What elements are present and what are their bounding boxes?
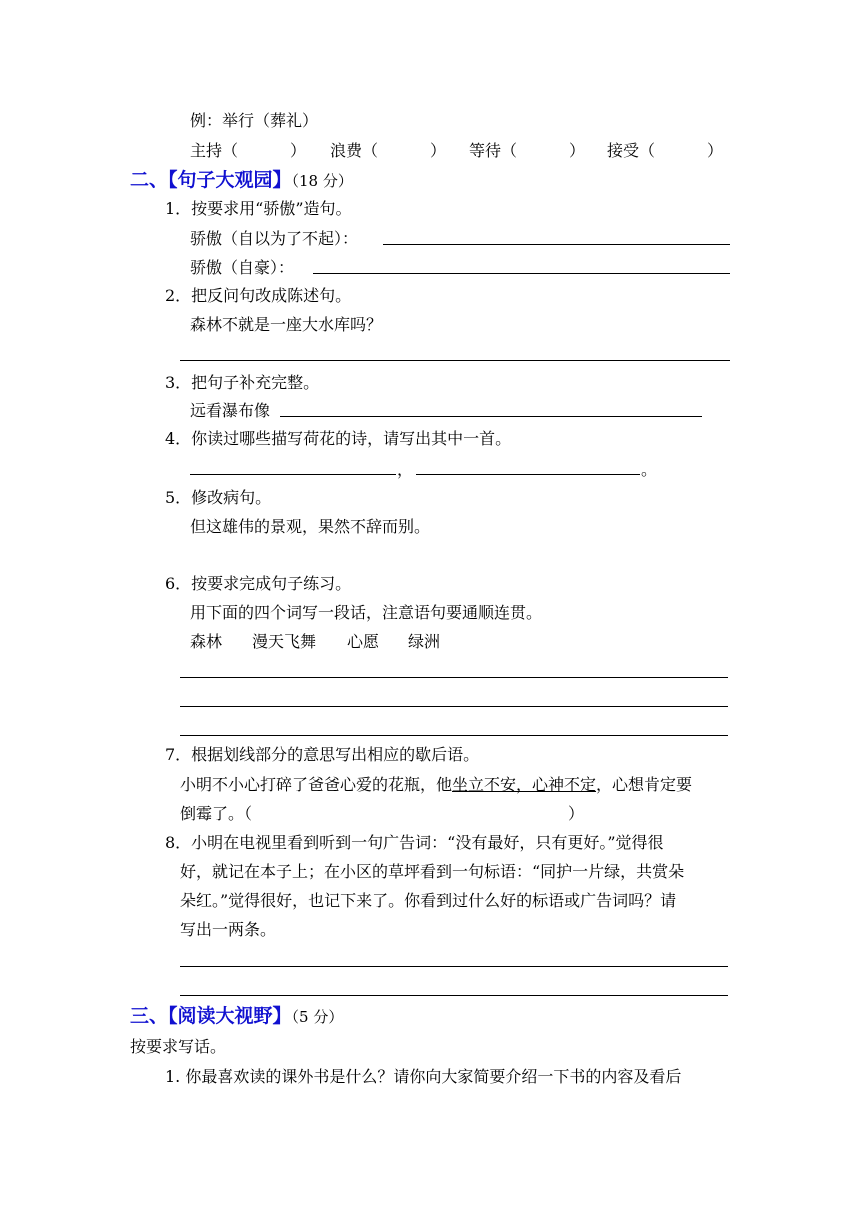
q2-answer-line[interactable]: [180, 360, 730, 361]
q1-prompt-a: 骄傲（自以为了不起）：: [190, 229, 359, 248]
section-2-points: （18 分）: [291, 172, 353, 190]
q6-word-1: 森林: [190, 632, 223, 651]
q7-underlined-phrase: 坐立不安，心神不定: [452, 775, 597, 794]
section-3-title: 三、【阅读大视野】: [130, 1005, 292, 1027]
example-text: 例：举行（葬礼）: [190, 111, 319, 130]
q7-line-1: 小明不小心打碎了爸爸心爱的花瓶，他坐立不安，心神不定，心想肯定要: [180, 775, 693, 794]
section-2-heading: [130, 168, 353, 193]
q7-label: 7．根据划线部分的意思写出相应的歇后语。: [165, 745, 480, 764]
q3-label: 3．把句子补充完整。: [165, 373, 320, 392]
q8-line-2: 好，就记在本子上；在小区的草坪看到一句标语：“同护一片绿，共赏朵: [180, 862, 685, 881]
q4-answer-line-1[interactable]: [190, 474, 396, 475]
fill-item-2: 浪费（ ）: [330, 141, 447, 160]
section-3-points: （5 分）: [291, 1008, 344, 1026]
q5-sentence: 但这雄伟的景观，果然不辞而别。: [190, 517, 431, 536]
q6-answer-line-2[interactable]: [180, 706, 728, 707]
q6-word-2: 漫天飞舞: [252, 632, 317, 651]
q1-label: 1．按要求用“骄傲”造句。: [165, 199, 352, 218]
q6-word-4: 绿洲: [408, 632, 441, 651]
q8-line-4: 写出一两条。: [180, 920, 277, 939]
q8-line-3: 朵红。”觉得很好，也记下来了。你看到过什么好的标语或广告词吗？请: [180, 891, 677, 910]
q1-answer-line-a[interactable]: [383, 244, 730, 245]
fill-item-4: 接受（ ）: [607, 141, 724, 160]
section-3-intro: 按要求写话。: [130, 1037, 227, 1056]
q8-answer-line-1[interactable]: [180, 966, 728, 967]
section-3-q1: 1. 你最喜欢读的课外书是什么？请你向大家简要介绍一下书的内容及看后: [165, 1067, 682, 1086]
q3-prompt: 远看瀑布像: [190, 401, 271, 420]
q1-prompt-b: 骄傲（自豪）：: [190, 258, 295, 277]
q6-answer-line-1[interactable]: [180, 677, 728, 678]
q6-answer-line-3[interactable]: [180, 735, 728, 736]
q2-label: 2．把反问句改成陈述句。: [165, 286, 352, 305]
section-2-title: 二、【句子大观园】: [130, 169, 292, 191]
q6-word-3: 心愿: [347, 632, 380, 651]
fill-item-1: 主持（ ）: [190, 141, 307, 160]
q4-comma: ，: [397, 460, 414, 479]
q1-answer-line-b[interactable]: [313, 273, 730, 274]
section-3-heading: [130, 1004, 343, 1029]
q2-sentence: 森林不就是一座大水库吗？: [190, 315, 383, 334]
q4-period: 。: [641, 460, 658, 479]
q4-answer-line-2[interactable]: [416, 474, 640, 475]
fill-item-3: 等待（ ）: [469, 141, 586, 160]
q7-line-2: 倒霉了。（ ）: [180, 804, 585, 823]
q6-label: 6．按要求完成句子练习。: [165, 574, 352, 593]
q3-answer-line[interactable]: [280, 416, 702, 417]
q4-label: 4．你读过哪些描写荷花的诗，请写出其中一首。: [165, 429, 512, 448]
q8-answer-line-2[interactable]: [180, 995, 728, 996]
q5-label: 5．修改病句。: [165, 488, 272, 507]
q6-instruction: 用下面的四个词写一段话，注意语句要通顺连贯。: [190, 603, 543, 622]
q8-line-1: 8．小明在电视里看到听到一句广告词：“没有最好，只有更好。”觉得很: [165, 833, 664, 852]
